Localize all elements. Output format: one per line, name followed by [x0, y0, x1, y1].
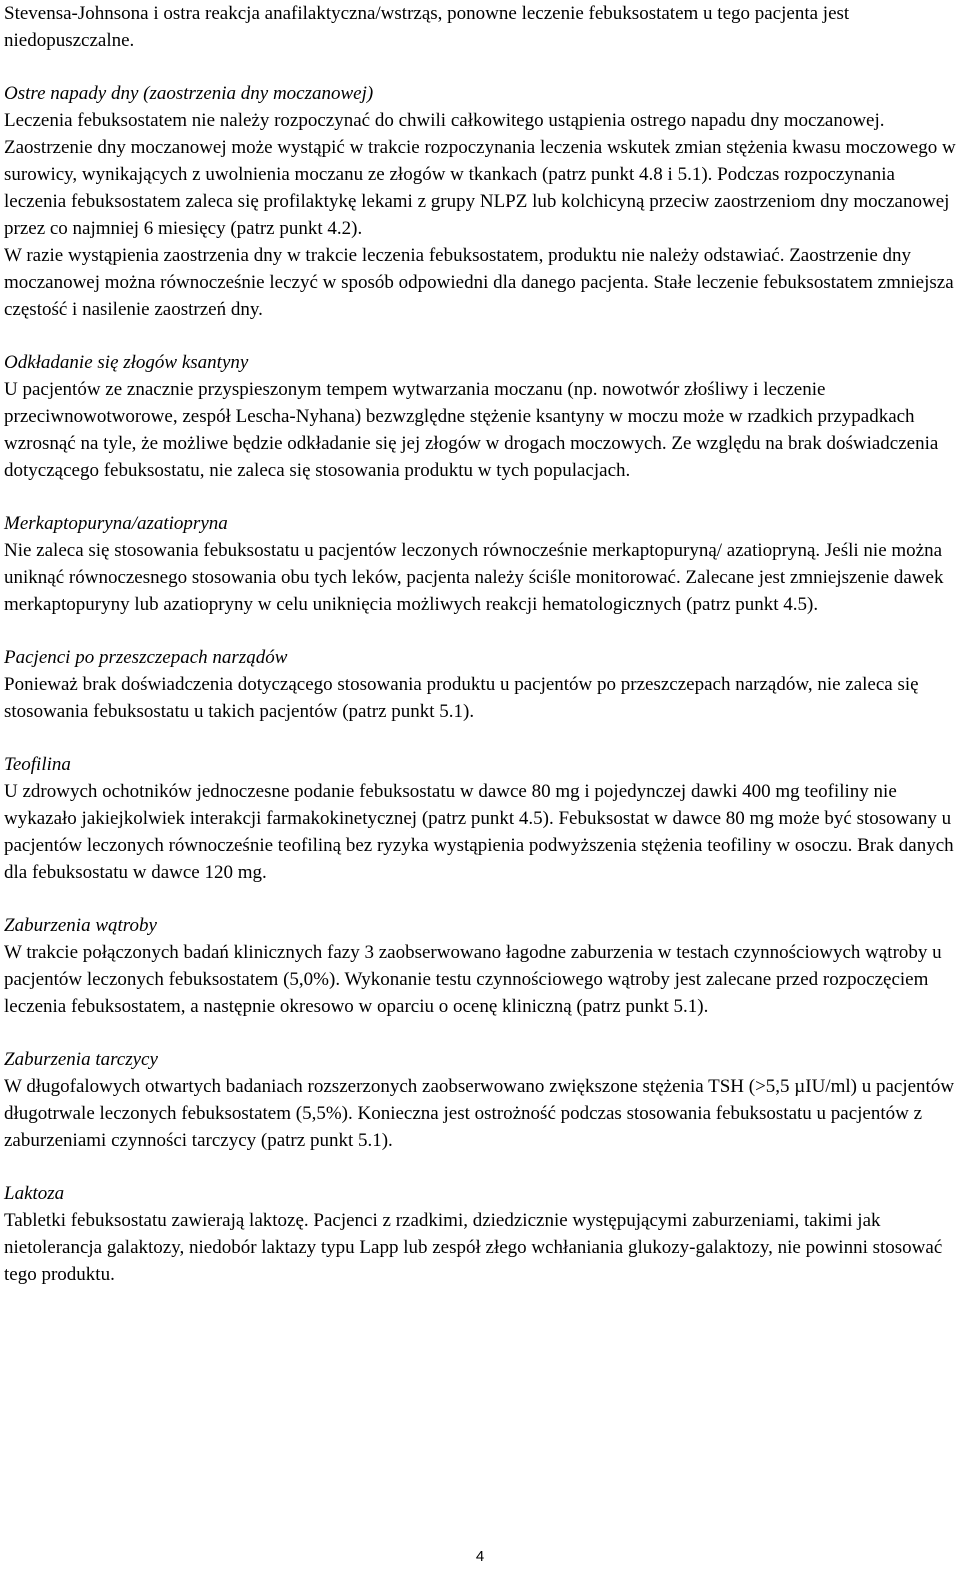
section-heading: Pacjenci po przeszczepach narządów: [4, 647, 288, 668]
page-number: 4: [475, 1548, 485, 1565]
section-paragraph: Ponieważ brak doświadczenia dotyczącego stosowania produktu u pacjentów po przeszczepach narządów, nie zaleca się stosowania febuksostatu u takich pacjentów (patrz punkt 5.1).: [4, 674, 919, 722]
intro-paragraph: Stevensa-Johnsona i ostra reakcja anafilaktyczna/wstrząs, ponowne leczenie febuksostatem u tego pacjenta jest niedopuszczalne.: [4, 3, 850, 51]
section-heading: Zaburzenia tarczycy: [4, 1049, 158, 1070]
section-heading: Zaburzenia wątroby: [4, 915, 157, 936]
section-thyroid-disorders: [4, 1046, 956, 1154]
section-paragraph: Nie zaleca się stosowania febuksostatu u pacjentów leczonych równocześnie merkaptopuryną/ azatiopryną. Jeśli nie można uniknąć równoczesnego stosowania obu tych leków, pacjenta należy ściśle monitorować. Zalecane jest zmniejszenie dawek merkaptopuryny lub azatiopryny w celu uniknięcia możliwych reakcji hematologicznych (patrz punkt 4.5).: [4, 540, 944, 615]
section-mercaptopurine-azathioprine: [4, 510, 956, 618]
section-heading: Teofilina: [4, 754, 71, 775]
section-paragraph: W trakcie połączonych badań klinicznych fazy 3 zaobserwowano łagodne zaburzenia w testach czynnościowych wątroby u pacjentów leczonych febuksostatem (5,0%). Wykonanie testu czynnościowego wątroby jest zalecane przed rozpoczęciem leczenia febuksostatem, a następnie okresowo w oparciu o ocenę kliniczną (patrz punkt 5.1).: [4, 942, 942, 1017]
section-paragraph: W razie wystąpienia zaostrzenia dny w trakcie leczenia febuksostatem, produktu nie należy odstawiać. Zaostrzenie dny moczanowej można równocześnie leczyć w sposób odpowiedni dla danego pacjenta. Stałe leczenie febuksostatem zmniejsza częstość i nasilenie zaostrzeń dny.: [4, 245, 954, 320]
section-heading: Merkaptopuryna/azatiopryna: [4, 513, 228, 534]
section-heading: Ostre napady dny (zaostrzenia dny moczanowej): [4, 83, 374, 104]
document-page: [4, 0, 956, 1288]
section-theophylline: [4, 751, 956, 886]
section-liver-disorders: [4, 912, 956, 1020]
section-paragraph: Tabletki febuksostatu zawierają laktozę. Pacjenci z rzadkimi, dziedzicznie występującymi zaburzeniami, takimi jak nietolerancja galaktozy, niedobór laktazy typu Lapp lub zespół złego wchłaniania glukozy-galaktozy, nie powinni stosować tego produktu.: [4, 1210, 943, 1285]
section-lactose: [4, 1180, 956, 1288]
section-heading: Laktoza: [4, 1183, 65, 1204]
section-heading: Odkładanie się złogów ksantyny: [4, 352, 249, 373]
section-paragraph: U zdrowych ochotników jednoczesne podanie febuksostatu w dawce 80 mg i pojedynczej dawki 400 mg teofiliny nie wykazało jakiejkolwiek interakcji farmakokinetycznej (patrz punkt 4.5). Febuksostat w dawce 80 mg może być stosowany u pacjentów leczonych równocześnie teofiliną bez ryzyka wystąpienia podwyższenia stężenia teofiliny w osoczu. Brak danych dla febuksostatu w dawce 120 mg.: [4, 781, 954, 883]
section-xanthine-deposition: [4, 349, 956, 484]
section-paragraph: Leczenia febuksostatem nie należy rozpoczynać do chwili całkowitego ustąpienia ostrego napadu dny moczanowej. Zaostrzenie dny moczanowej może wystąpić w trakcie rozpoczynania leczenia wskutek zmian stężenia kwasu moczowego w surowicy, wynikających z uwolnienia moczanu ze złogów w tkankach (patrz punkt 4.8 i 5.1). Podczas rozpoczynania leczenia febuksostatem zaleca się profilaktykę lekami z grupy NLPZ lub kolchicyną przeciw zaostrzeniom dny moczanowej przez co najmniej 6 miesięcy (patrz punkt 4.2).: [4, 110, 956, 239]
section-paragraph: U pacjentów ze znacznie przyspieszonym tempem wytwarzania moczanu (np. nowotwór złośliwy i leczenie przeciwnowotworowe, zespół Lescha-Nyhana) bezwzględne stężenie ksantyny w moczu może w rzadkich przypadkach wzrosnąć na tyle, że możliwe będzie odkładanie się jej złogów w drogach moczowych. Ze względu na brak doświadczenia dotyczącego febuksostatu, nie zaleca się stosowania produktu w tych populacjach.: [4, 379, 939, 481]
section-organ-transplant: [4, 644, 956, 725]
section-paragraph: W długofalowych otwartych badaniach rozszerzonych zaobserwowano zwiększone stężenia TSH (>5,5 µIU/ml) u pacjentów długotrwale leczonych febuksostatem (5,5%). Konieczna jest ostrożność podczas stosowania febuksostatu u pacjentów z zaburzeniami czynności tarczycy (patrz punkt 5.1).: [4, 1076, 955, 1151]
section-acute-gout-flares: [4, 80, 956, 323]
